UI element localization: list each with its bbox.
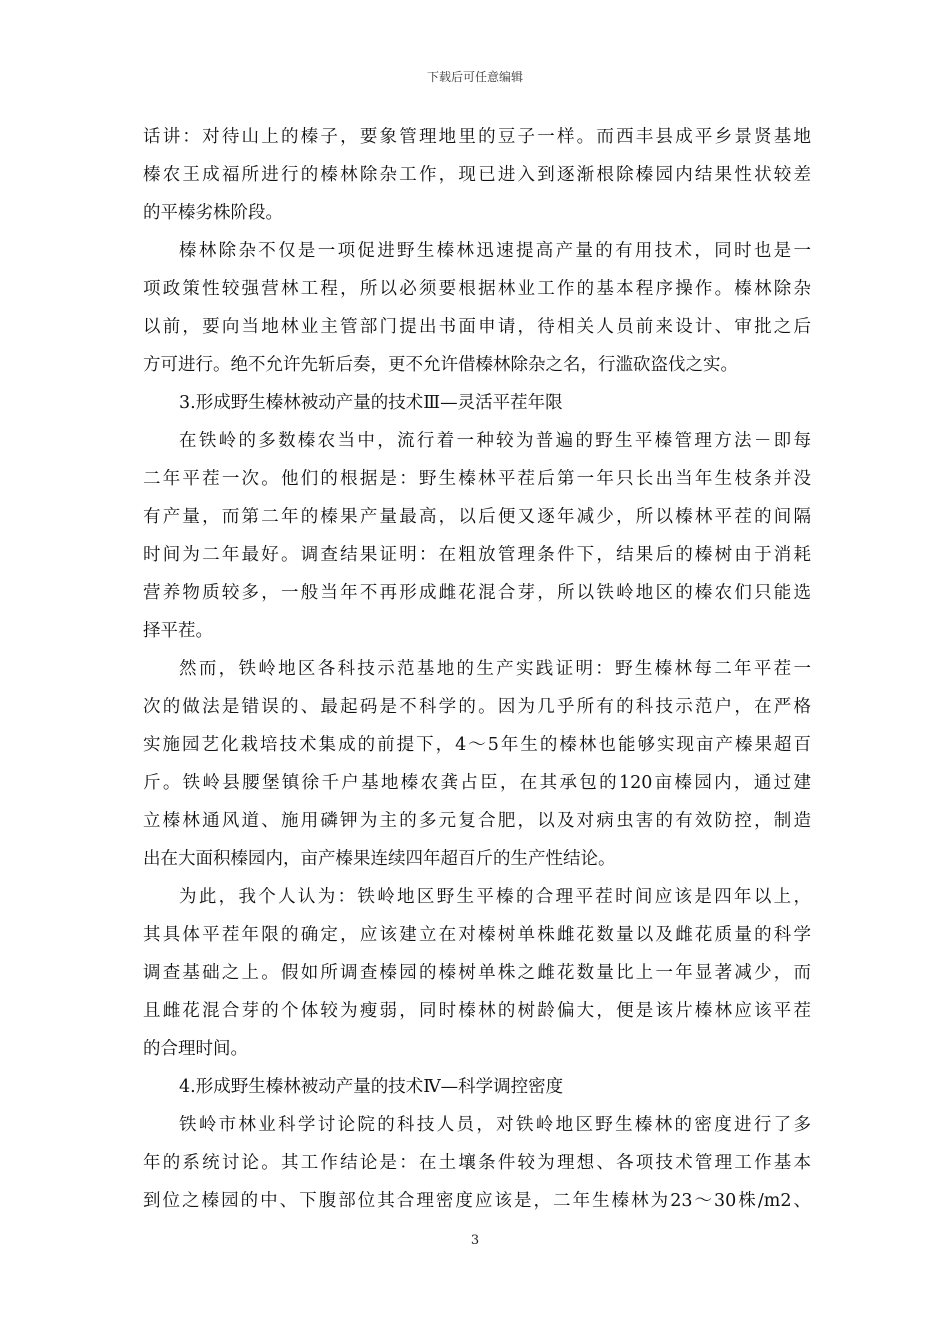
paragraph-first-line: 在铁岭的多数榛农当中，流行着一种较为普遍的野生平榛管理方法－即每 <box>179 431 811 451</box>
page-number: 3 <box>470 1233 480 1248</box>
text-line: 实施园艺化栽培技术集成的前提下，4～5年生的榛林也能够实现亩产榛果超百 <box>143 735 811 755</box>
text-line: 方可进行。绝不允许先斩后奏，更不允许借榛林除杂之名，行滥砍盗伐之实。 <box>143 355 738 375</box>
text-line: 时间为二年最好。调查结果证明：在粗放管理条件下，结果后的榛树由于消耗 <box>143 545 811 565</box>
text-line: 到位之榛园的中、下腹部位其合理密度应该是，二年生榛林为23～30株/m2、 <box>143 1191 811 1211</box>
paragraph-first-line: 然而，铁岭地区各科技示范基地的生产实践证明：野生榛林每二年平茬一 <box>179 659 811 679</box>
text-line: 年的系统讨论。其工作结论是：在土壤条件较为理想、各项技术管理工作基本 <box>143 1153 811 1173</box>
text-line: 立榛林通风道、施用磷钾为主的多元复合肥，以及对病虫害的有效防控，制造 <box>143 811 811 831</box>
text-line: 二年平茬一次。他们的根据是：野生榛林平茬后第一年只长出当年生枝条并没 <box>143 469 811 489</box>
section-heading: 4.形成野生榛林被动产量的技术Ⅳ—科学调控密度 <box>179 1077 564 1097</box>
text-line: 其具体平茬年限的确定，应该建立在对榛树单株雌花数量以及雌花质量的科学 <box>143 925 811 945</box>
text-line: 调查基础之上。假如所调查榛园的榛树单株之雌花数量比上一年显著减少，而 <box>143 963 811 983</box>
text-line: 择平茬。 <box>143 621 213 641</box>
document-body <box>143 118 811 1220</box>
text-line: 营养物质较多，一般当年不再形成雌花混合芽，所以铁岭地区的榛农们只能选 <box>143 583 811 603</box>
section-heading: 3.形成野生榛林被动产量的技术Ⅲ—灵活平茬年限 <box>179 393 563 413</box>
text-line: 的合理时间。 <box>143 1039 248 1059</box>
text-line: 以前，要向当地林业主管部门提出书面申请，待相关人员前来设计、审批之后 <box>143 317 811 337</box>
text-line: 的平榛劣株阶段。 <box>143 203 283 223</box>
paragraph-first-line: 榛林除杂不仅是一项促进野生榛林迅速提高产量的有用技术，同时也是一 <box>179 241 811 261</box>
page-header: 下载后可任意编辑 <box>426 70 523 84</box>
text-line: 斤。铁岭县腰堡镇徐千户基地榛农龚占臣，在其承包的120亩榛园内，通过建 <box>143 773 811 793</box>
text-line: 榛农王成福所进行的榛林除杂工作，现已进入到逐渐根除榛园内结果性状较差 <box>143 165 811 185</box>
text-line: 有产量，而第二年的榛果产量最高，以后便又逐年减少，所以榛林平茬的间隔 <box>143 507 811 527</box>
paragraph-first-line: 铁岭市林业科学讨论院的科技人员，对铁岭地区野生榛林的密度进行了多 <box>179 1115 811 1135</box>
text-line: 且雌花混合芽的个体较为瘦弱，同时榛林的树龄偏大，便是该片榛林应该平茬 <box>143 1001 811 1021</box>
text-line: 项政策性较强营林工程，所以必须要根据林业工作的基本程序操作。榛林除杂 <box>143 279 811 299</box>
text-line: 话讲：对待山上的榛子，要象管理地里的豆子一样。而西丰县成平乡景贤基地 <box>143 127 811 147</box>
text-line: 次的做法是错误的、最起码是不科学的。因为几乎所有的科技示范户，在严格 <box>143 697 811 717</box>
text-line: 出在大面积榛园内，亩产榛果连续四年超百斤的生产性结论。 <box>143 849 616 869</box>
paragraph-first-line: 为此，我个人认为：铁岭地区野生平榛的合理平茬时间应该是四年以上， <box>179 887 811 907</box>
